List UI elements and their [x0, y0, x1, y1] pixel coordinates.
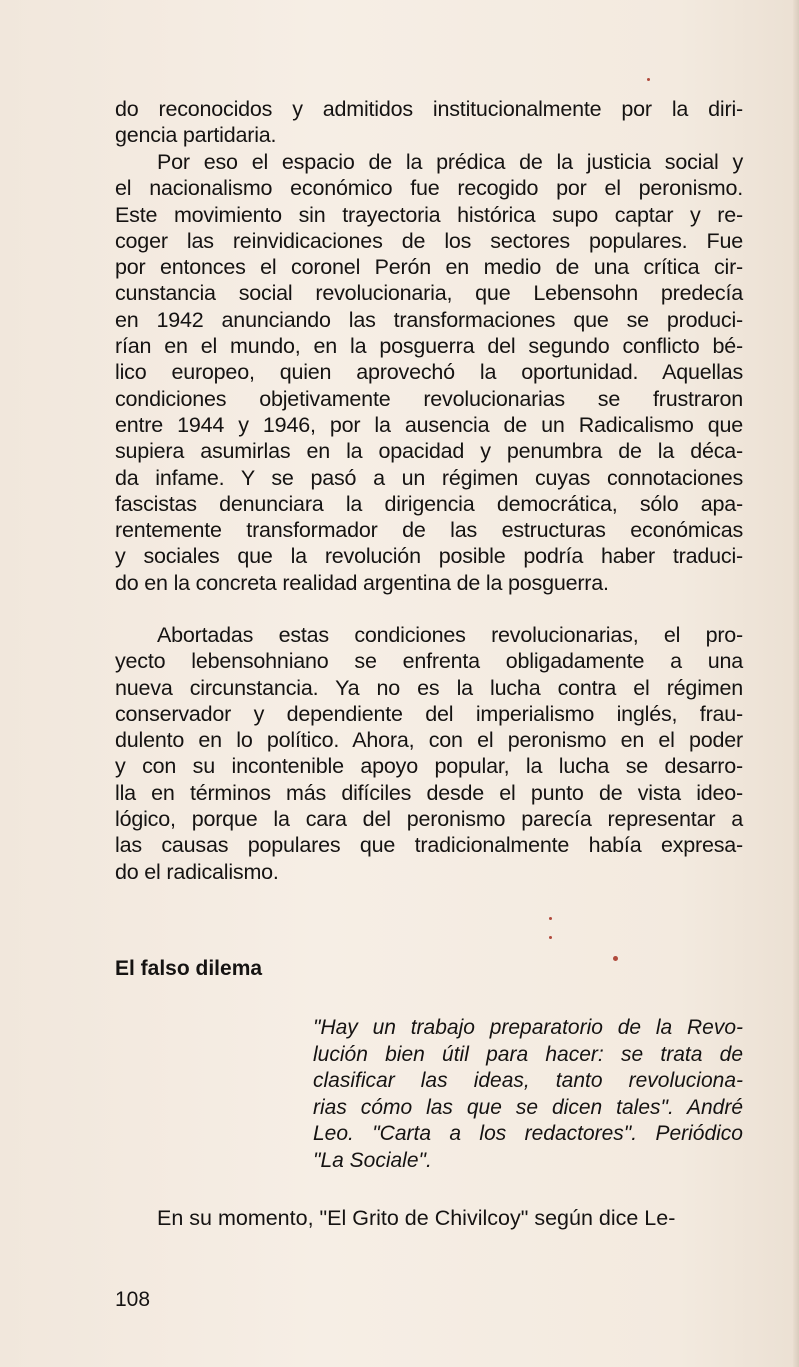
text-line: cunstancia social revolucionaria, que Lebensohn predecía [115, 281, 743, 306]
text-line: el nacionalismo económico fue recogido por el peronismo. [115, 176, 743, 201]
text-line: y con su incontenible apoyo popular, la lucha se desarro- [115, 754, 743, 779]
text-line: las causas populares que tradicionalmente había expresa- [115, 833, 743, 858]
paper-speck [647, 78, 650, 81]
quote-line: "Hay un trabajo preparatorio de la Revo- [313, 1016, 743, 1039]
quote-line: lución bien útil para hacer: se trata de [313, 1042, 743, 1066]
paragraph-4: En su momento, "El Grito de Chivilcoy" según dice Le- [157, 1206, 676, 1230]
quote-line: rias cómo las que se dicen tales". André [313, 1095, 743, 1119]
epigraph-quote [313, 1015, 743, 1175]
text-line: fascistas denunciara la dirigencia democrática, sólo apa- [115, 491, 743, 516]
paragraph-3 [115, 622, 743, 885]
text-line: do reconocidos y admitidos institucionalmente por la diri- [115, 97, 743, 121]
text-line: entre 1944 y 1946, por la ausencia de un Radicalismo que [115, 412, 743, 437]
quote-line: "La Sociale". [313, 1148, 432, 1172]
paragraph-1 [115, 96, 743, 149]
text-line: condiciones objetivamente revolucionarias se frustraron [115, 386, 743, 411]
paper-speck [549, 917, 552, 920]
section-heading: El falso dilema [115, 957, 263, 980]
text-line: lógico, porque la cara del peronismo parecía representar a [115, 807, 743, 832]
text-line: rían en el mundo, en la posguerra del segundo conflicto bé- [115, 334, 743, 359]
text-line: gencia partidaria. [115, 123, 277, 148]
text-line: lico europeo, quien aprovechó la oportunidad. Aquellas [115, 360, 743, 385]
text-line: do en la concreta realidad argentina de la posguerra. [115, 570, 609, 595]
paper-speck [549, 936, 552, 939]
text-line: lla en términos más difíciles desde el punto de vista ideo- [115, 780, 743, 805]
text-line: do el radicalismo. [115, 859, 279, 884]
text-line: rentemente transformador de las estructuras económicas [115, 518, 743, 543]
text-line: nueva circunstancia. Ya no es la lucha contra el régimen [115, 675, 743, 700]
text-line: coger las reinvidicaciones de los sectores populares. Fue [115, 228, 743, 253]
text-line: da infame. Y se pasó a un régimen cuyas connotaciones [115, 465, 743, 490]
text-line: Por eso el espacio de la prédica de la justicia social y [157, 150, 743, 174]
text-line: conservador y dependiente del imperialismo inglés, frau- [115, 701, 743, 726]
text-line: Este movimiento sin trayectoria histórica supo captar y re- [115, 202, 743, 227]
text-line: dulento en lo político. Ahora, con el peronismo en el poder [115, 728, 743, 753]
text-line: Abortadas estas condiciones revolucionarias, el pro- [157, 623, 743, 647]
quote-line: clasificar las ideas, tanto revoluciona- [313, 1069, 743, 1093]
text-line: por entonces el coronel Perón en medio de una crítica cir- [115, 255, 743, 280]
text-line: en 1942 anunciando las transformaciones que se produci- [115, 307, 743, 332]
text-line: supiera asumirlas en la opacidad y penumbra de la déca- [115, 439, 743, 464]
paragraph-2 [115, 149, 743, 596]
text-line: y sociales que la revolución posible podría haber traduci- [115, 544, 743, 569]
page-edge [793, 0, 799, 1367]
paper-speck [613, 956, 618, 961]
quote-line: Leo. "Carta a los redactores". Periódico [313, 1122, 743, 1146]
page-number: 108 [115, 1288, 151, 1311]
text-line: yecto lebensohniano se enfrenta obligadamente a una [115, 649, 743, 674]
